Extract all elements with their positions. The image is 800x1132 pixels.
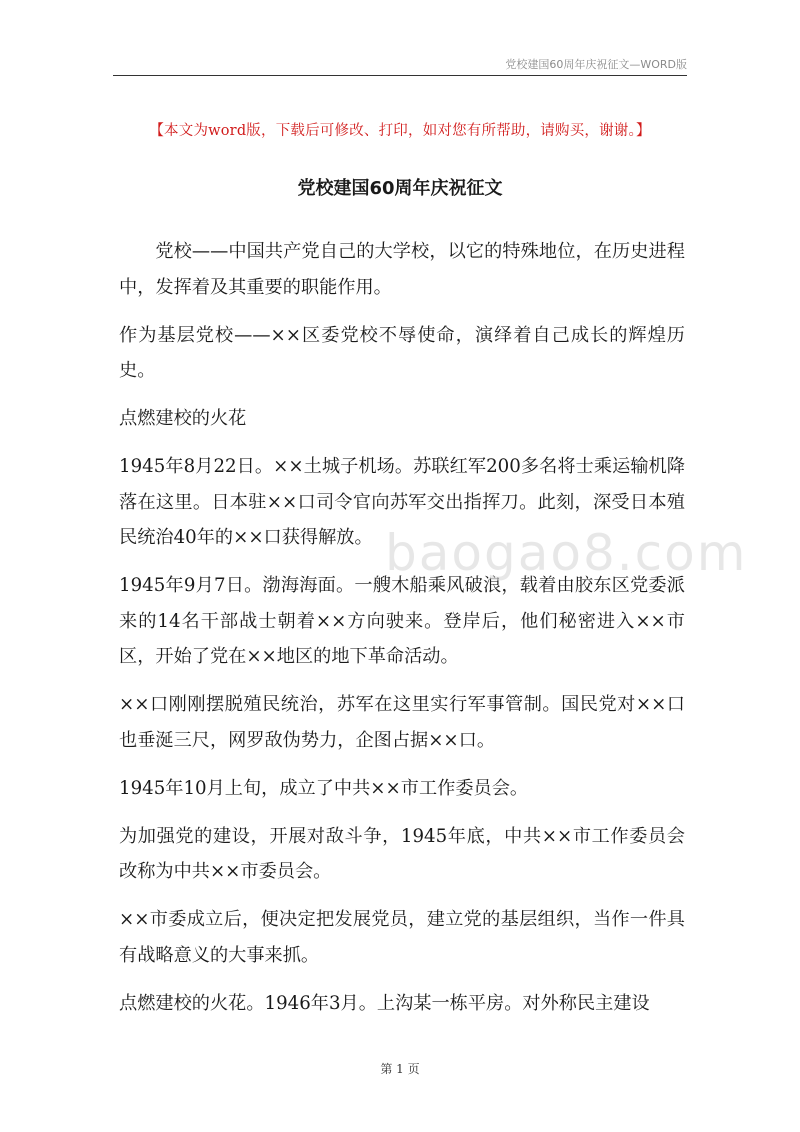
page-header: 党校建国60周年庆祝征文—WORD版: [505, 58, 687, 71]
watermark: baogao8.com: [385, 524, 748, 582]
page-number: 第 1 页: [380, 1062, 420, 1076]
paragraph: 点燃建校的火花。1946年3月。上沟某一栋平房。对外称民主建设: [119, 992, 650, 1014]
paragraph: 党校——中国共产党自己的大学校，以它的特殊地位，在历史进程中，发挥着及其重要的职能作用。: [119, 241, 685, 298]
paragraph: 1945年9月7日。渤海海面。一艘木船乘风破浪，载着由胶东区党委派来的14名干部战士朝着××方向驶来。登岸后，他们秘密进入××市区，开始了党在××地区的地下革命活动。: [119, 575, 685, 667]
paragraph: 1945年8月22日。××土城子机场。苏联红军200多名将士乘运输机降落在这里。日本驻××口司令官向苏军交出指挥刀。此刻，深受日本殖民统治40年的××口获得解放。: [119, 456, 685, 548]
paragraph: 作为基层党校——××区委党校不辱使命，演绎着自己成长的辉煌历史。: [119, 324, 685, 381]
purchase-notice: 【本文为word版，下载后可修改、打印，如对您有所帮助，请购买，谢谢。】: [149, 123, 651, 139]
header-divider: [113, 75, 687, 76]
paragraph: 1945年10月上旬，成立了中共××市工作委员会。: [119, 777, 529, 799]
paragraph: 为加强党的建设，开展对敌斗争，1945年底，中共××市工作委员会改称为中共××市委员会。: [119, 825, 685, 882]
document-title: 党校建国60周年庆祝征文: [297, 178, 503, 199]
section-heading: 点燃建校的火花: [119, 408, 247, 429]
paragraph: ××市委成立后，便决定把发展党员，建立党的基层组织，当作一件具有战略意义的大事来抓。: [119, 909, 685, 966]
paragraph: ××口刚刚摆脱殖民统治，苏军在这里实行军事管制。国民党对××口也垂涎三尺，网罗敌伪势力，企图占据××口。: [119, 694, 685, 751]
document-body: [119, 234, 685, 1034]
